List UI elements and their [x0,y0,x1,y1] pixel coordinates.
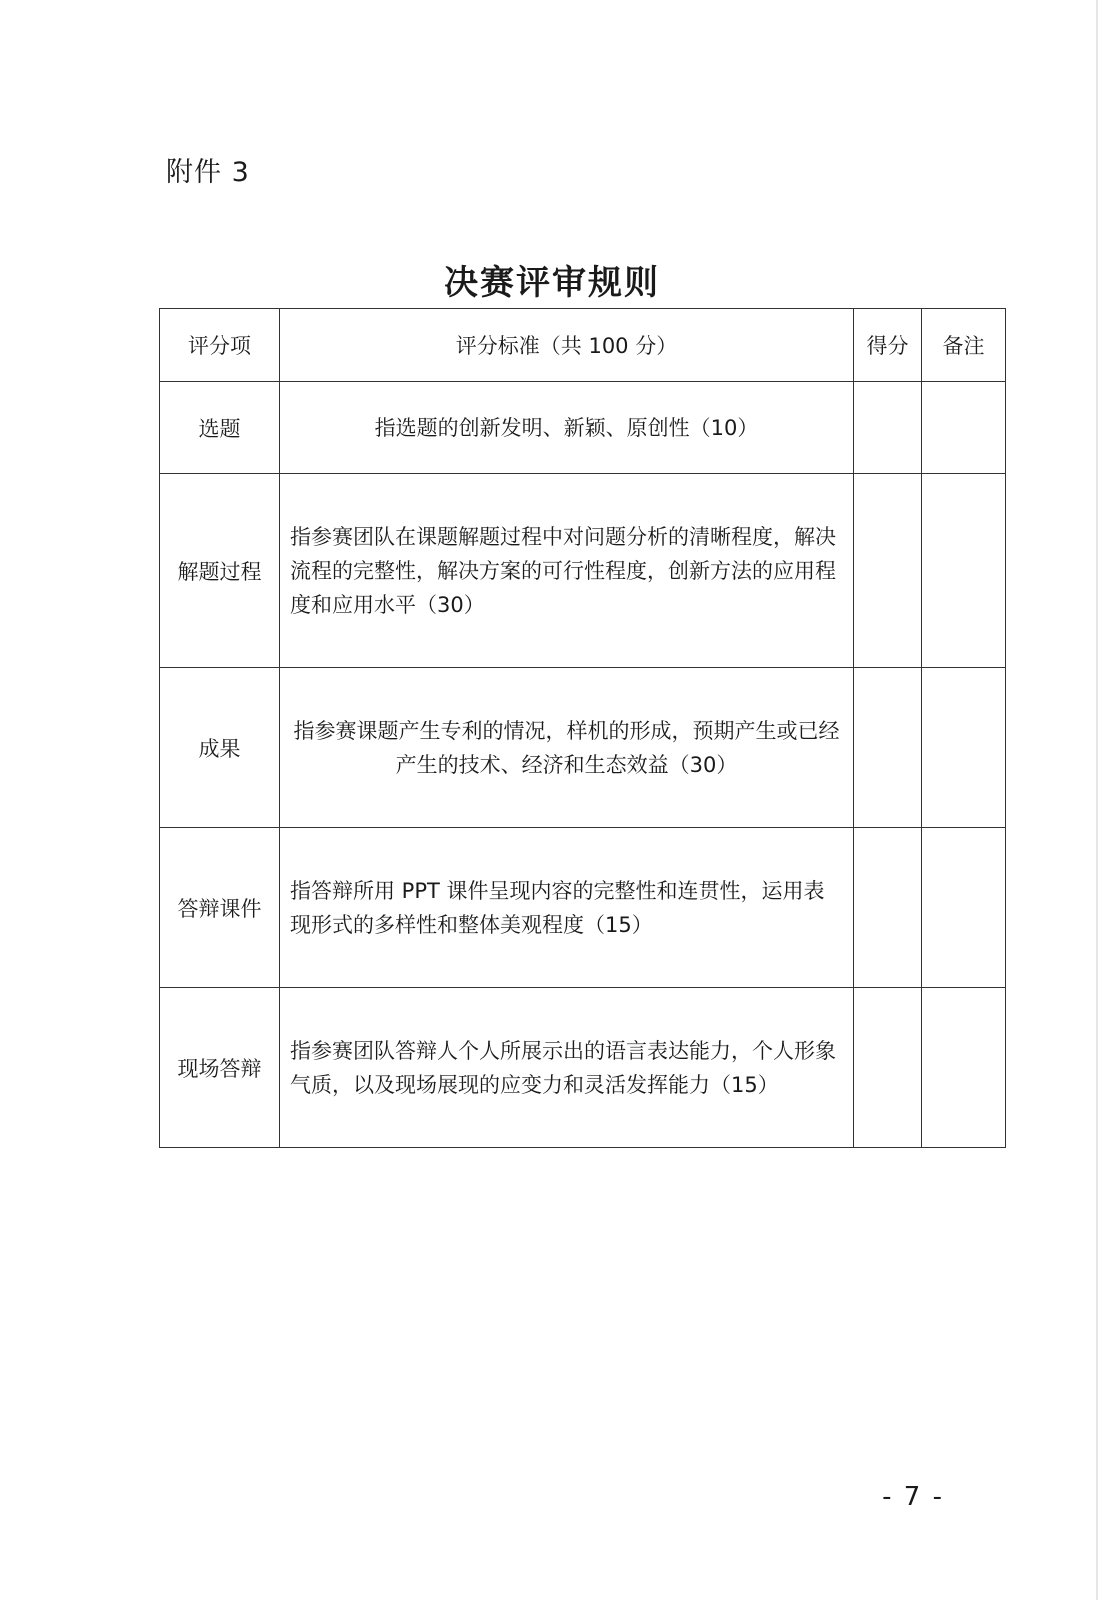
header-note: 备注 [922,309,1006,382]
scoring-rules-table [159,308,1006,1148]
row-criteria: 指选题的创新发明、新颖、原创性（10） [280,382,854,474]
row-criteria: 指参赛团队答辩人个人所展示出的语言表达能力，个人形象气质，以及现场展现的应变力和灵活发挥能力（15） [280,988,854,1148]
row-note-cell[interactable] [922,382,1006,474]
table-row [160,382,1006,474]
row-item: 成果 [160,668,280,828]
row-note-cell[interactable] [922,988,1006,1148]
table-row [160,988,1006,1148]
row-criteria: 指参赛团队在课题解题过程中对问题分析的清晰程度，解决流程的完整性，解决方案的可行性程度，创新方法的应用程度和应用水平（30） [280,474,854,668]
row-item: 解题过程 [160,474,280,668]
row-score-cell[interactable] [854,828,922,988]
page-edge [1096,0,1098,1600]
row-note-cell[interactable] [922,474,1006,668]
row-score-cell[interactable] [854,988,922,1148]
header-scoring-item: 评分项 [160,309,280,382]
row-note-cell[interactable] [922,828,1006,988]
table-row [160,474,1006,668]
row-item: 选题 [160,382,280,474]
row-score-cell[interactable] [854,668,922,828]
row-criteria: 指答辩所用 PPT 课件呈现内容的完整性和连贯性，运用表现形式的多样性和整体美观程度（15） [280,828,854,988]
document-title: 决赛评审规则 [444,263,660,303]
row-score-cell[interactable] [854,382,922,474]
table-row [160,668,1006,828]
table-row [160,828,1006,988]
row-criteria: 指参赛课题产生专利的情况，样机的形成，预期产生或已经产生的技术、经济和生态效益（30） [280,668,854,828]
header-scoring-criteria: 评分标准（共 100 分） [280,309,854,382]
row-note-cell[interactable] [922,668,1006,828]
row-score-cell[interactable] [854,474,922,668]
row-item: 答辩课件 [160,828,280,988]
page-number: - 7 - [882,1482,944,1512]
row-item: 现场答辩 [160,988,280,1148]
table-header-row [160,309,1006,382]
attachment-label: 附件 3 [166,157,250,188]
header-score: 得分 [854,309,922,382]
